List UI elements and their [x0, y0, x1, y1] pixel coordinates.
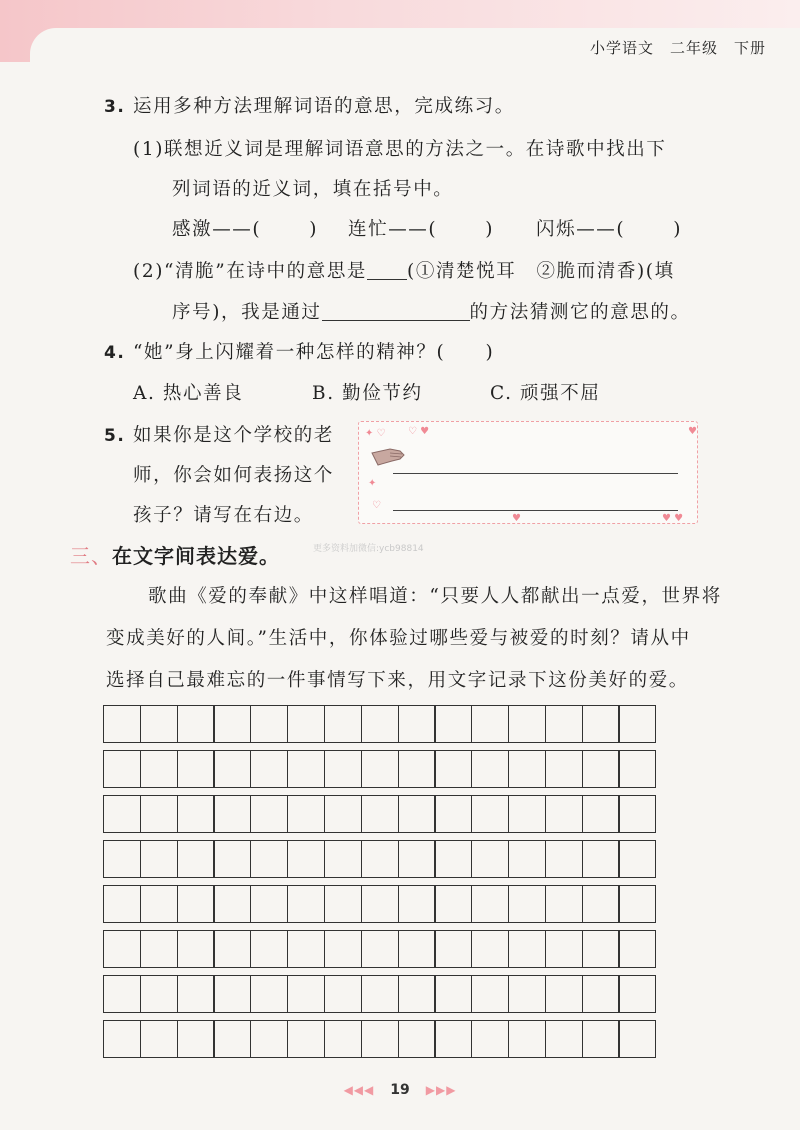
grid-cell[interactable]	[545, 885, 583, 923]
prompt-line1: 歌曲《爱的奉献》中这样唱道：“只要人人都献出一点爱，世界将	[148, 586, 722, 607]
grid-cell[interactable]	[545, 840, 583, 878]
grid-cell[interactable]	[213, 705, 251, 743]
grid-cell[interactable]	[324, 930, 362, 968]
grid-cell[interactable]	[250, 705, 288, 743]
grid-cell[interactable]	[140, 840, 178, 878]
grid-cell[interactable]	[434, 975, 472, 1013]
grid-cell[interactable]	[618, 705, 656, 743]
heart-icon: ♥	[688, 426, 697, 437]
grid-row	[103, 840, 673, 878]
grid-cell[interactable]	[103, 705, 141, 743]
grid-cell[interactable]	[582, 750, 620, 788]
q5-line2: 师，你会如何表扬这个	[133, 465, 335, 486]
grid-cell[interactable]	[434, 795, 472, 833]
page-number: 19	[390, 1082, 410, 1098]
synonym-word: 连忙——(	[348, 219, 438, 240]
grid-cell[interactable]	[361, 885, 399, 923]
grid-cell[interactable]	[471, 795, 509, 833]
synonym-item[interactable]	[536, 215, 682, 241]
grid-cell[interactable]	[471, 705, 509, 743]
grid-cell[interactable]	[140, 975, 178, 1013]
q3-part2-options: (①清楚悦耳 ②脆而清香)(填	[407, 261, 675, 282]
book-title: 小学语文 二年级 下册	[589, 39, 766, 57]
grid-cell[interactable]	[434, 1020, 472, 1058]
q3-number: 3.	[104, 97, 126, 117]
page-footer	[0, 1082, 800, 1098]
synonym-word: 闪烁——(	[536, 219, 626, 240]
grid-cell[interactable]	[250, 840, 288, 878]
grid-cell[interactable]	[508, 1020, 546, 1058]
grid-cell[interactable]	[177, 1020, 215, 1058]
section-number: 三、	[70, 544, 112, 568]
watermark-text: 更多资料加微信:ycb98814	[313, 544, 424, 554]
q3-part1-line1: (1)联想近义词是理解词语意思的方法之一。在诗歌中找出下	[133, 139, 667, 160]
q4-option-a[interactable]: A. 热心善良	[133, 383, 244, 404]
answer-line[interactable]	[393, 473, 678, 474]
grid-cell[interactable]	[287, 705, 325, 743]
grid-cell[interactable]	[140, 1020, 178, 1058]
grid-cell[interactable]	[582, 1020, 620, 1058]
grid-cell[interactable]	[398, 885, 436, 923]
q4-option-b[interactable]: B. 勤俭节约	[312, 383, 423, 404]
grid-cell[interactable]	[582, 795, 620, 833]
grid-cell[interactable]	[618, 1020, 656, 1058]
grid-cell[interactable]	[618, 795, 656, 833]
grid-cell[interactable]	[434, 840, 472, 878]
grid-cell[interactable]	[140, 750, 178, 788]
grid-cell[interactable]	[582, 975, 620, 1013]
grid-cell[interactable]	[250, 930, 288, 968]
grid-cell[interactable]	[103, 975, 141, 1013]
grid-cell[interactable]	[177, 705, 215, 743]
grid-cell[interactable]	[140, 930, 178, 968]
grid-cell[interactable]	[324, 885, 362, 923]
next-arrows-icon: ▶▶▶	[425, 1083, 457, 1097]
grid-cell[interactable]	[545, 975, 583, 1013]
grid-cell[interactable]	[213, 750, 251, 788]
grid-cell[interactable]	[434, 750, 472, 788]
q4-stem: “她”身上闪耀着一种怎样的精神？( )	[132, 342, 495, 363]
star-icon: ✦	[368, 478, 377, 489]
q5-number: 5.	[104, 426, 126, 446]
grid-cell[interactable]	[398, 1020, 436, 1058]
grid-cell[interactable]	[287, 840, 325, 878]
grid-cell[interactable]	[361, 795, 399, 833]
q4-title	[104, 338, 494, 364]
hand-illustration-icon	[370, 445, 408, 471]
bracket-close: )	[309, 219, 319, 240]
grid-cell[interactable]	[508, 750, 546, 788]
grid-cell[interactable]	[287, 750, 325, 788]
grid-cell[interactable]	[250, 885, 288, 923]
grid-cell[interactable]	[471, 840, 509, 878]
grid-cell[interactable]	[213, 975, 251, 1013]
grid-cell[interactable]	[324, 795, 362, 833]
q3-title	[104, 92, 515, 118]
grid-cell[interactable]	[250, 1020, 288, 1058]
grid-cell[interactable]	[213, 1020, 251, 1058]
grid-cell[interactable]	[287, 930, 325, 968]
grid-cell[interactable]	[177, 840, 215, 878]
grid-cell[interactable]	[471, 885, 509, 923]
grid-row	[103, 975, 673, 1013]
heart-icon: ♥ ♥	[662, 513, 684, 524]
grid-cell[interactable]	[618, 840, 656, 878]
grid-cell[interactable]	[398, 750, 436, 788]
grid-cell[interactable]	[250, 975, 288, 1013]
grid-cell[interactable]	[508, 885, 546, 923]
q3-part1-line2: 列词语的近义词，填在括号中。	[172, 179, 454, 200]
grid-cell[interactable]	[434, 885, 472, 923]
grid-cell[interactable]	[398, 705, 436, 743]
grid-cell[interactable]	[582, 930, 620, 968]
answer-blank[interactable]	[322, 302, 470, 321]
prompt-line3: 选择自己最难忘的一件事情写下来，用文字记录下这份美好的爱。	[106, 670, 689, 691]
grid-cell[interactable]	[177, 930, 215, 968]
q3-part2-line2	[172, 298, 691, 324]
grid-cell[interactable]	[398, 795, 436, 833]
grid-cell[interactable]	[508, 930, 546, 968]
grid-cell[interactable]	[361, 840, 399, 878]
grid-cell[interactable]	[398, 975, 436, 1013]
grid-cell[interactable]	[250, 750, 288, 788]
grid-row	[103, 795, 673, 833]
grid-cell[interactable]	[324, 1020, 362, 1058]
q3-part2-line1	[133, 257, 675, 283]
grid-cell[interactable]	[434, 930, 472, 968]
grid-cell[interactable]	[471, 975, 509, 1013]
grid-cell[interactable]	[213, 885, 251, 923]
grid-cell[interactable]	[361, 705, 399, 743]
grid-cell[interactable]	[103, 885, 141, 923]
grid-cell[interactable]	[361, 750, 399, 788]
prev-arrows-icon: ◀◀◀	[343, 1083, 375, 1097]
grid-cell[interactable]	[545, 930, 583, 968]
grid-row	[103, 885, 673, 923]
grid-cell[interactable]	[471, 930, 509, 968]
grid-row	[103, 930, 673, 968]
grid-cell[interactable]	[508, 795, 546, 833]
q4-number: 4.	[104, 343, 126, 363]
grid-cell[interactable]	[618, 750, 656, 788]
q5-line1	[104, 421, 334, 447]
grid-cell[interactable]	[103, 930, 141, 968]
q5-line3: 孩子？请写在右边。	[133, 505, 314, 526]
sparkle-icon: ✦ ♡	[365, 428, 386, 439]
grid-cell[interactable]	[213, 840, 251, 878]
grid-cell[interactable]	[361, 930, 399, 968]
grid-cell[interactable]	[324, 750, 362, 788]
q3-part2-text: 序号)，我是通过	[172, 302, 322, 323]
synonym-item[interactable]	[172, 215, 318, 241]
grid-cell[interactable]	[213, 795, 251, 833]
heart-icon: ♥	[512, 513, 521, 524]
synonym-word: 感激——(	[172, 219, 262, 240]
grid-cell[interactable]	[618, 885, 656, 923]
section-title	[70, 540, 280, 569]
synonym-item[interactable]	[348, 215, 494, 241]
answer-blank[interactable]	[367, 261, 407, 280]
grid-cell[interactable]	[213, 930, 251, 968]
grid-cell[interactable]	[545, 750, 583, 788]
grid-cell[interactable]	[434, 705, 472, 743]
grid-cell[interactable]	[545, 795, 583, 833]
grid-cell[interactable]	[582, 705, 620, 743]
q3-part2-text: 的方法猜测它的意思的。	[469, 302, 691, 323]
grid-cell[interactable]	[103, 840, 141, 878]
grid-cell[interactable]	[250, 795, 288, 833]
grid-cell[interactable]	[177, 795, 215, 833]
grid-cell[interactable]	[508, 705, 546, 743]
grid-cell[interactable]	[508, 840, 546, 878]
heart-icon: ♡	[372, 500, 381, 511]
grid-cell[interactable]	[140, 885, 178, 923]
grid-cell[interactable]	[103, 750, 141, 788]
heart-icon: ♡ ♥	[408, 426, 430, 437]
grid-cell[interactable]	[177, 885, 215, 923]
grid-cell[interactable]	[287, 795, 325, 833]
prompt-line2: 变成美好的人间。”生活中，你体验过哪些爱与被爱的时刻？请从中	[106, 628, 691, 649]
grid-cell[interactable]	[287, 1020, 325, 1058]
q3-part2-text: (2)“清脆”在诗中的意思是	[133, 261, 368, 282]
bracket-close: )	[673, 219, 683, 240]
grid-row	[103, 705, 673, 743]
grid-cell[interactable]	[103, 795, 141, 833]
grid-cell[interactable]	[103, 1020, 141, 1058]
grid-row	[103, 750, 673, 788]
grid-cell[interactable]	[582, 885, 620, 923]
grid-cell[interactable]	[361, 975, 399, 1013]
grid-cell[interactable]	[324, 840, 362, 878]
grid-cell[interactable]	[177, 750, 215, 788]
q5-text: 如果你是这个学校的老	[132, 425, 334, 446]
grid-cell[interactable]	[287, 885, 325, 923]
grid-cell[interactable]	[361, 1020, 399, 1058]
grid-cell[interactable]	[324, 975, 362, 1013]
section-heading: 在文字间表达爱。	[112, 544, 280, 568]
grid-cell[interactable]	[545, 1020, 583, 1058]
grid-cell[interactable]	[140, 705, 178, 743]
grid-cell[interactable]	[471, 750, 509, 788]
grid-cell[interactable]	[618, 975, 656, 1013]
grid-cell[interactable]	[471, 1020, 509, 1058]
grid-cell[interactable]	[398, 840, 436, 878]
grid-cell[interactable]	[177, 975, 215, 1013]
grid-cell[interactable]	[287, 975, 325, 1013]
bracket-close: )	[485, 219, 495, 240]
answer-line[interactable]	[393, 510, 678, 511]
grid-cell[interactable]	[140, 795, 178, 833]
grid-cell[interactable]	[508, 975, 546, 1013]
grid-cell[interactable]	[618, 930, 656, 968]
grid-cell[interactable]	[545, 705, 583, 743]
q3-stem: 运用多种方法理解词语的意思，完成练习。	[132, 96, 515, 117]
grid-cell[interactable]	[398, 930, 436, 968]
grid-cell[interactable]	[582, 840, 620, 878]
grid-cell[interactable]	[324, 705, 362, 743]
q4-option-c[interactable]: C. 顽强不屈	[490, 383, 601, 404]
grid-row	[103, 1020, 673, 1058]
